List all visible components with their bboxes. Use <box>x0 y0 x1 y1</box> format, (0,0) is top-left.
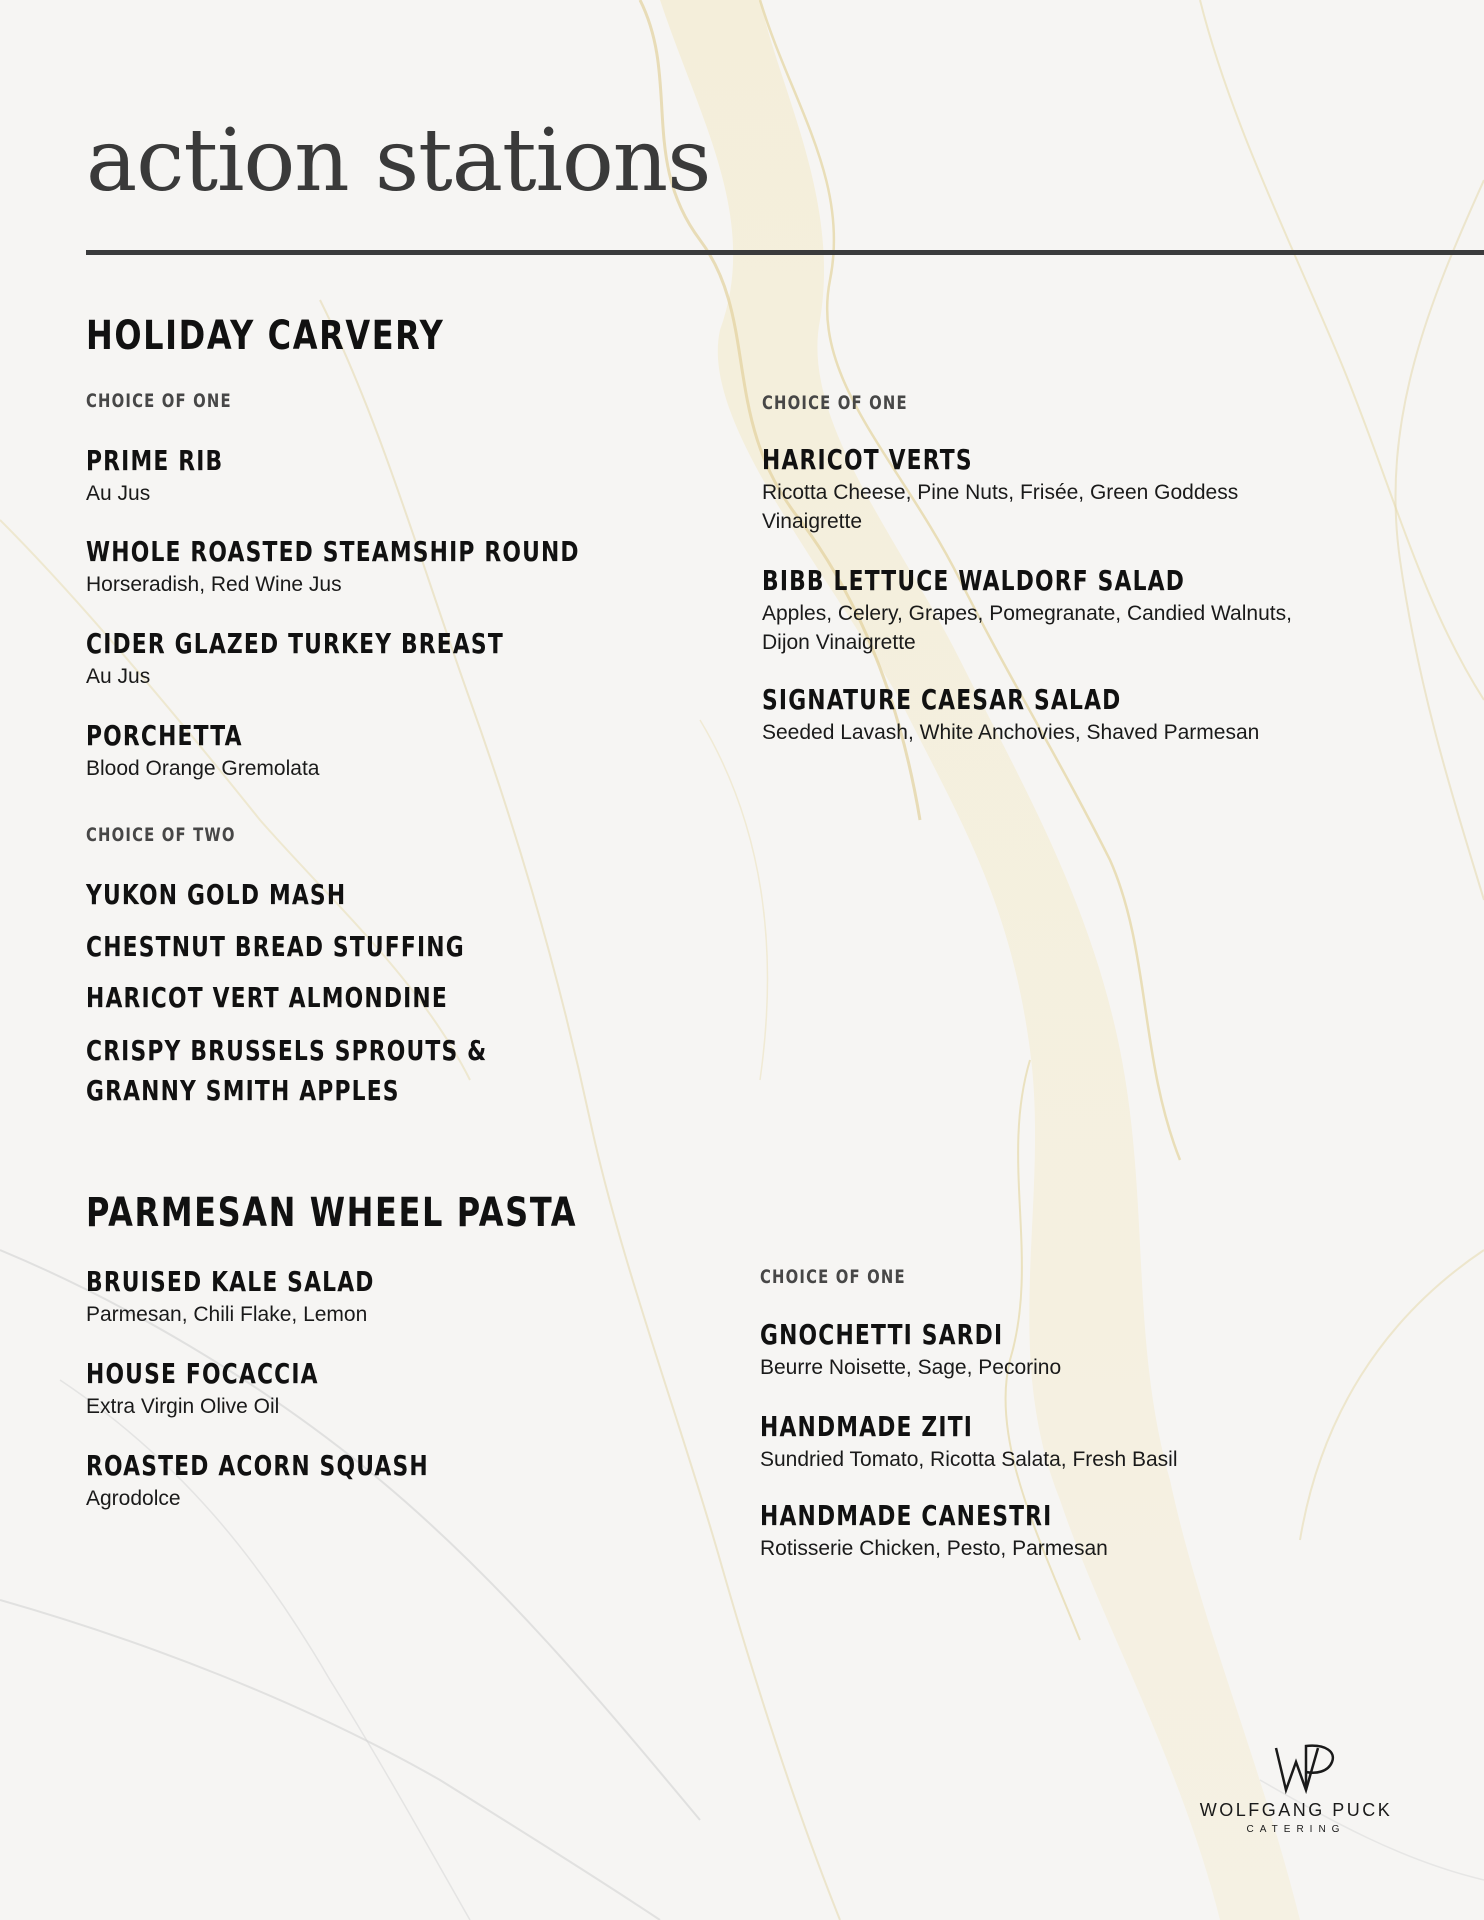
side-item: CRISPY BRUSSELS SPROUTS & <box>86 1034 488 1067</box>
salads-choice-label: CHOICE OF ONE <box>762 392 908 414</box>
side-item: CHESTNUT BREAD STUFFING <box>86 930 465 963</box>
item-name: CIDER GLAZED TURKEY BREAST <box>86 627 504 660</box>
item-name: GNOCHETTI SARDI <box>760 1318 1004 1351</box>
item-name: HANDMADE CANESTRI <box>760 1499 1053 1532</box>
item-name: HOUSE FOCACCIA <box>86 1357 319 1390</box>
item-description: Sundried Tomato, Ricotta Salata, Fresh Basil <box>760 1447 1178 1471</box>
item-name: HANDMADE ZITI <box>760 1410 974 1443</box>
page-title: action stations <box>86 111 711 211</box>
item-description: Blood Orange Gremolata <box>86 756 320 780</box>
menu-item <box>760 1412 1178 1474</box>
menu-item <box>86 446 262 508</box>
menu-item <box>762 685 1259 747</box>
item-description: Beurre Noisette, Sage, Pecorino <box>760 1355 1062 1379</box>
item-description-line: Vinaigrette <box>762 509 863 533</box>
menu-item <box>762 566 1304 657</box>
item-description: Rotisserie Chicken, Pesto, Parmesan <box>760 1536 1108 1560</box>
item-name: HARICOT VERTS <box>762 443 973 476</box>
item-description: Horseradish, Red Wine Jus <box>86 572 342 596</box>
menu-item <box>86 1451 526 1513</box>
holiday-carvery-title: HOLIDAY CARVERY <box>86 313 445 359</box>
side-item: HARICOT VERT ALMONDINE <box>86 981 448 1014</box>
item-description: Agrodolce <box>86 1486 181 1510</box>
menu-item <box>760 1320 1072 1382</box>
item-name: SIGNATURE CAESAR SALAD <box>762 683 1122 716</box>
item-description <box>762 599 1304 657</box>
item-description: Au Jus <box>86 481 151 505</box>
item-name: ROASTED ACORN SQUASH <box>86 1449 429 1482</box>
item-description: Parmesan, Chili Flake, Lemon <box>86 1302 368 1326</box>
menu-item <box>762 445 1238 536</box>
menu-item <box>86 1267 456 1329</box>
mains-choice-label: CHOICE OF ONE <box>86 390 232 412</box>
item-name: WHOLE ROASTED STEAMSHIP ROUND <box>86 535 580 568</box>
menu-item <box>760 1501 1135 1563</box>
pasta-choice-label: CHOICE OF ONE <box>760 1266 906 1288</box>
sides-choice-label: CHOICE OF TWO <box>86 824 236 846</box>
item-name: BRUISED KALE SALAD <box>86 1265 375 1298</box>
item-description-line: Seeded Lavash, White Anchovies, Shaved Parmesan <box>762 720 1260 744</box>
item-description <box>762 718 1259 747</box>
item-name: PRIME RIB <box>86 444 224 477</box>
side-item: YUKON GOLD MASH <box>86 878 347 911</box>
item-description-line: Apples, Celery, Grapes, Pomegranate, Candied Walnuts, <box>762 601 1292 625</box>
parmesan-wheel-pasta-title: PARMESAN WHEEL PASTA <box>86 1190 578 1236</box>
menu-item <box>86 629 622 691</box>
logo-subtitle: CATERING <box>1246 1824 1346 1835</box>
item-description: Au Jus <box>86 664 151 688</box>
menu-item <box>86 1359 384 1421</box>
title-divider <box>86 250 1484 255</box>
item-description: Extra Virgin Olive Oil <box>86 1394 280 1418</box>
item-name: PORCHETTA <box>86 719 243 752</box>
logo-brand: WOLFGANG PUCK <box>1199 1800 1393 1820</box>
item-description-line: Dijon Vinaigrette <box>762 630 916 654</box>
item-name: BIBB LETTUCE WALDORF SALAD <box>762 564 1186 597</box>
item-description <box>762 478 1238 536</box>
menu-item <box>86 537 719 599</box>
menu-item <box>86 721 319 783</box>
item-description-line: Ricotta Cheese, Pine Nuts, Frisée, Green Goddess <box>762 480 1239 504</box>
side-item: GRANNY SMITH APPLES <box>86 1074 400 1107</box>
